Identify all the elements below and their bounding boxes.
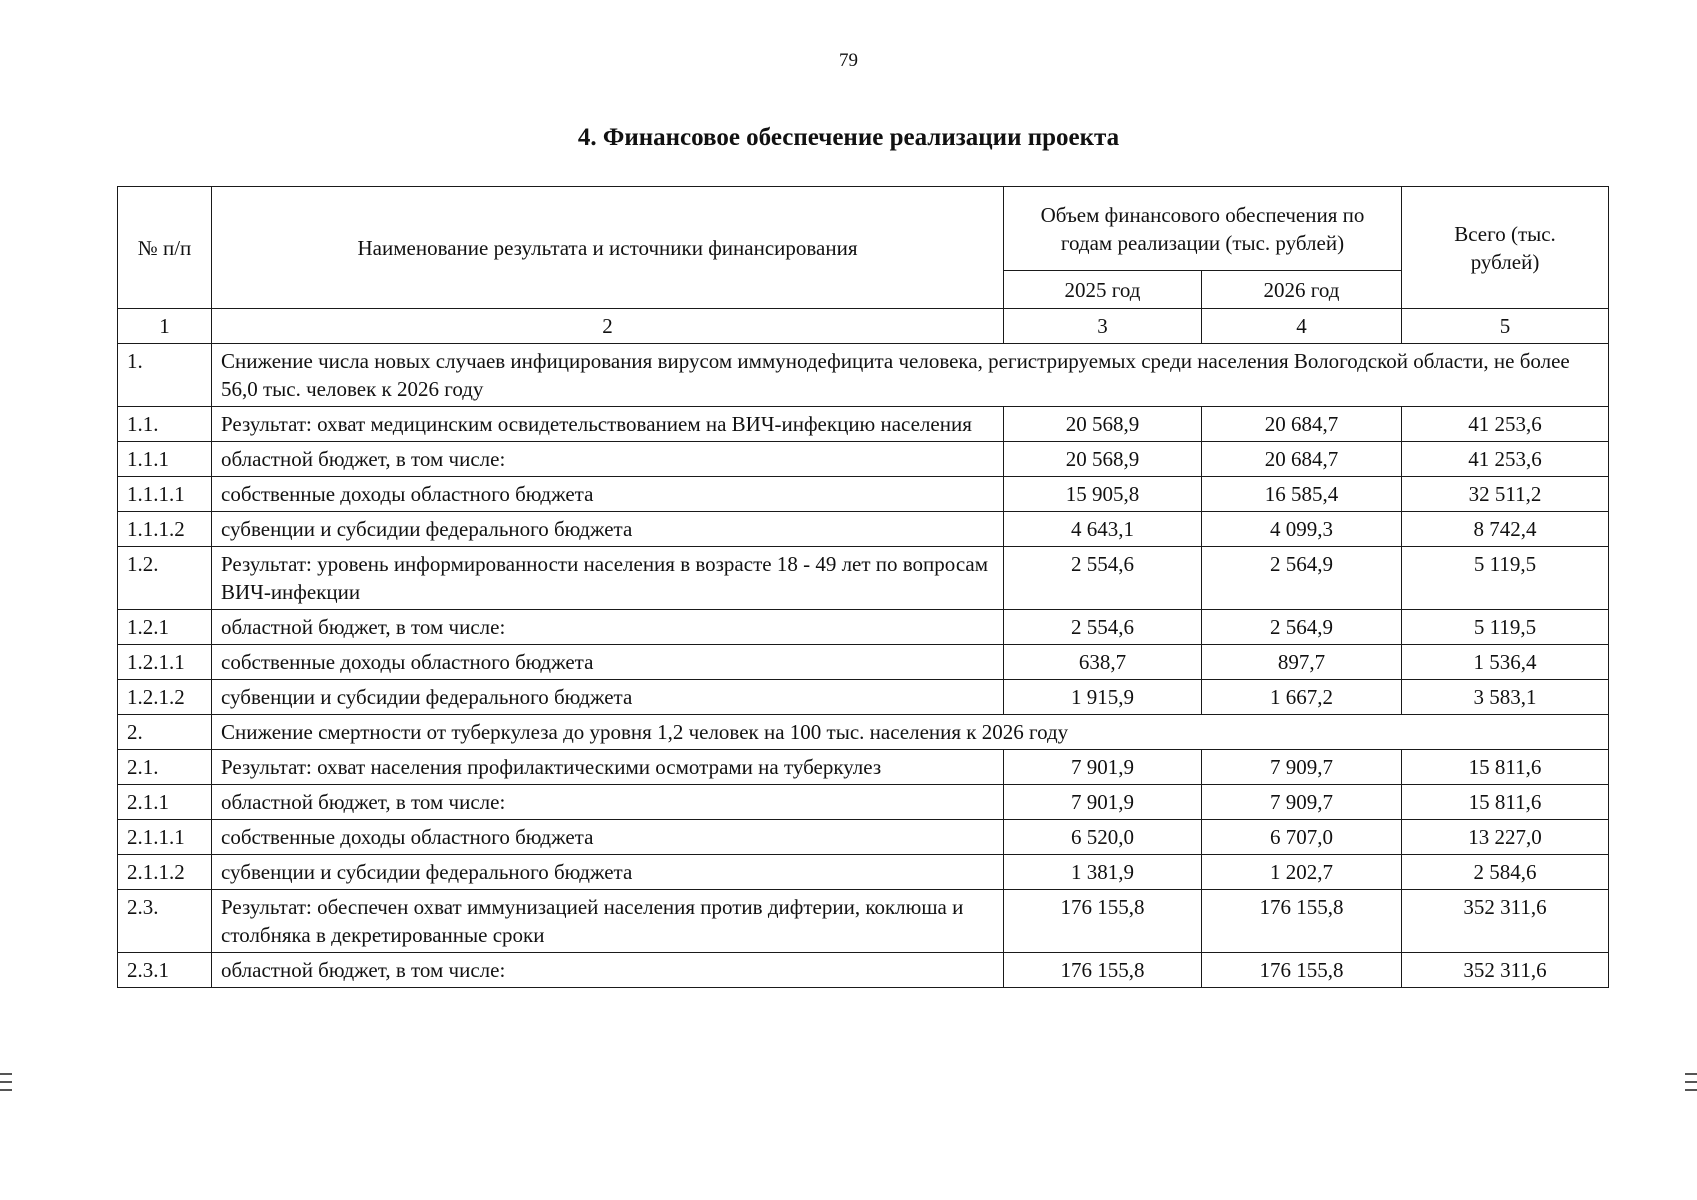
edge-mark <box>0 1089 12 1091</box>
value-total: 32 511,2 <box>1402 477 1609 512</box>
index-cell: 4 <box>1202 309 1402 344</box>
value-2026: 4 099,3 <box>1202 512 1402 547</box>
value-2026: 16 585,4 <box>1202 477 1402 512</box>
table-row <box>118 715 1609 750</box>
row-name: Результат: охват медицинским освидетельствованием на ВИЧ-инфекцию населения <box>212 407 1004 442</box>
value-2025: 176 155,8 <box>1004 953 1202 988</box>
row-number: 2.1.1.2 <box>118 855 212 890</box>
value-2025: 2 554,6 <box>1004 610 1202 645</box>
row-number: 1.1.1.1 <box>118 477 212 512</box>
value-2026: 176 155,8 <box>1202 890 1402 953</box>
header-total-label: Всего (тыс. рублей) <box>1454 221 1556 274</box>
table-row <box>118 855 1609 890</box>
row-name: Результат: обеспечен охват иммунизацией населения против дифтерии, коклюша и столбняка в декретированные сроки <box>212 890 1004 953</box>
table-row <box>118 442 1609 477</box>
value-total: 3 583,1 <box>1402 680 1609 715</box>
row-name: областной бюджет, в том числе: <box>212 785 1004 820</box>
header-2025: 2025 год <box>1004 271 1202 309</box>
value-total: 352 311,6 <box>1402 890 1609 953</box>
header-2026: 2026 год <box>1202 271 1402 309</box>
page-number: 79 <box>839 50 858 71</box>
table-header <box>118 187 1609 309</box>
index-cell: 5 <box>1402 309 1609 344</box>
value-total: 15 811,6 <box>1402 785 1609 820</box>
value-2026: 7 909,7 <box>1202 785 1402 820</box>
edge-mark <box>1685 1081 1697 1083</box>
edge-mark <box>0 1073 12 1075</box>
value-total: 41 253,6 <box>1402 407 1609 442</box>
row-number: 1.1.1.2 <box>118 512 212 547</box>
table-row <box>118 645 1609 680</box>
value-2025: 15 905,8 <box>1004 477 1202 512</box>
value-total: 13 227,0 <box>1402 820 1609 855</box>
row-name: Результат: охват населения профилактическими осмотрами на туберкулез <box>212 750 1004 785</box>
header-total <box>1402 187 1609 309</box>
financing-table <box>117 186 1609 988</box>
table-row <box>118 547 1609 610</box>
value-total: 2 584,6 <box>1402 855 1609 890</box>
table-row <box>118 953 1609 988</box>
row-number: 2. <box>118 715 212 750</box>
row-number: 2.1. <box>118 750 212 785</box>
row-number: 2.3.1 <box>118 953 212 988</box>
table-row <box>118 750 1609 785</box>
row-number: 1.1.1 <box>118 442 212 477</box>
table-row <box>118 477 1609 512</box>
table-row <box>118 820 1609 855</box>
value-2025: 7 901,9 <box>1004 750 1202 785</box>
value-2025: 6 520,0 <box>1004 820 1202 855</box>
row-name: собственные доходы областного бюджета <box>212 645 1004 680</box>
value-2025: 2 554,6 <box>1004 547 1202 610</box>
header-no: № п/п <box>118 187 212 309</box>
value-total: 1 536,4 <box>1402 645 1609 680</box>
table-row <box>118 890 1609 953</box>
table-row <box>118 407 1609 442</box>
row-number: 1. <box>118 344 212 407</box>
value-2025: 4 643,1 <box>1004 512 1202 547</box>
value-total: 352 311,6 <box>1402 953 1609 988</box>
value-2025: 1 381,9 <box>1004 855 1202 890</box>
row-number: 2.1.1 <box>118 785 212 820</box>
row-name: субвенции и субсидии федерального бюджета <box>212 855 1004 890</box>
row-name: Результат: уровень информированности населения в возрасте 18 - 49 лет по вопросам ВИЧ-инфекции <box>212 547 1004 610</box>
header-volume: Объем финансового обеспечения по годам реализации (тыс. рублей) <box>1004 187 1402 271</box>
row-number: 1.2.1.2 <box>118 680 212 715</box>
value-total: 8 742,4 <box>1402 512 1609 547</box>
index-cell: 1 <box>118 309 212 344</box>
value-2026: 1 667,2 <box>1202 680 1402 715</box>
edge-mark <box>0 1081 12 1083</box>
row-name: собственные доходы областного бюджета <box>212 477 1004 512</box>
row-name: Снижение числа новых случаев инфицирования вирусом иммунодефицита человека, регистрируемых среди населения Вологодской области, не более 56,0 тыс. человек к 2026 году <box>212 344 1609 407</box>
row-name: субвенции и субсидии федерального бюджета <box>212 512 1004 547</box>
value-2026: 897,7 <box>1202 645 1402 680</box>
value-2025: 1 915,9 <box>1004 680 1202 715</box>
value-2025: 638,7 <box>1004 645 1202 680</box>
row-name: областной бюджет, в том числе: <box>212 953 1004 988</box>
value-2026: 1 202,7 <box>1202 855 1402 890</box>
value-2025: 7 901,9 <box>1004 785 1202 820</box>
value-total: 41 253,6 <box>1402 442 1609 477</box>
index-cell: 2 <box>212 309 1004 344</box>
value-2026: 176 155,8 <box>1202 953 1402 988</box>
row-number: 1.1. <box>118 407 212 442</box>
table-row <box>118 512 1609 547</box>
row-name: субвенции и субсидии федерального бюджета <box>212 680 1004 715</box>
value-total: 5 119,5 <box>1402 547 1609 610</box>
row-number: 2.3. <box>118 890 212 953</box>
table-row <box>118 785 1609 820</box>
table-body <box>118 309 1609 988</box>
value-2026: 2 564,9 <box>1202 610 1402 645</box>
value-total: 5 119,5 <box>1402 610 1609 645</box>
row-number: 2.1.1.1 <box>118 820 212 855</box>
row-name: Снижение смертности от туберкулеза до уровня 1,2 человек на 100 тыс. населения к 2026 году <box>212 715 1609 750</box>
value-2025: 176 155,8 <box>1004 890 1202 953</box>
value-total: 15 811,6 <box>1402 750 1609 785</box>
table-row <box>118 610 1609 645</box>
table-row <box>118 344 1609 407</box>
row-name: областной бюджет, в том числе: <box>212 442 1004 477</box>
value-2026: 20 684,7 <box>1202 407 1402 442</box>
edge-mark <box>1685 1073 1697 1075</box>
value-2026: 7 909,7 <box>1202 750 1402 785</box>
page-title: 4. Финансовое обеспечение реализации проекта <box>577 124 1120 151</box>
row-number: 1.2. <box>118 547 212 610</box>
value-2026: 20 684,7 <box>1202 442 1402 477</box>
row-number: 1.2.1 <box>118 610 212 645</box>
value-2025: 20 568,9 <box>1004 407 1202 442</box>
index-cell: 3 <box>1004 309 1202 344</box>
table-row <box>118 680 1609 715</box>
value-2026: 6 707,0 <box>1202 820 1402 855</box>
row-number: 1.2.1.1 <box>118 645 212 680</box>
column-index-row <box>118 309 1609 344</box>
edge-mark <box>1685 1089 1697 1091</box>
value-2026: 2 564,9 <box>1202 547 1402 610</box>
row-name: собственные доходы областного бюджета <box>212 820 1004 855</box>
header-name: Наименование результата и источники финансирования <box>212 187 1004 309</box>
value-2025: 20 568,9 <box>1004 442 1202 477</box>
row-name: областной бюджет, в том числе: <box>212 610 1004 645</box>
